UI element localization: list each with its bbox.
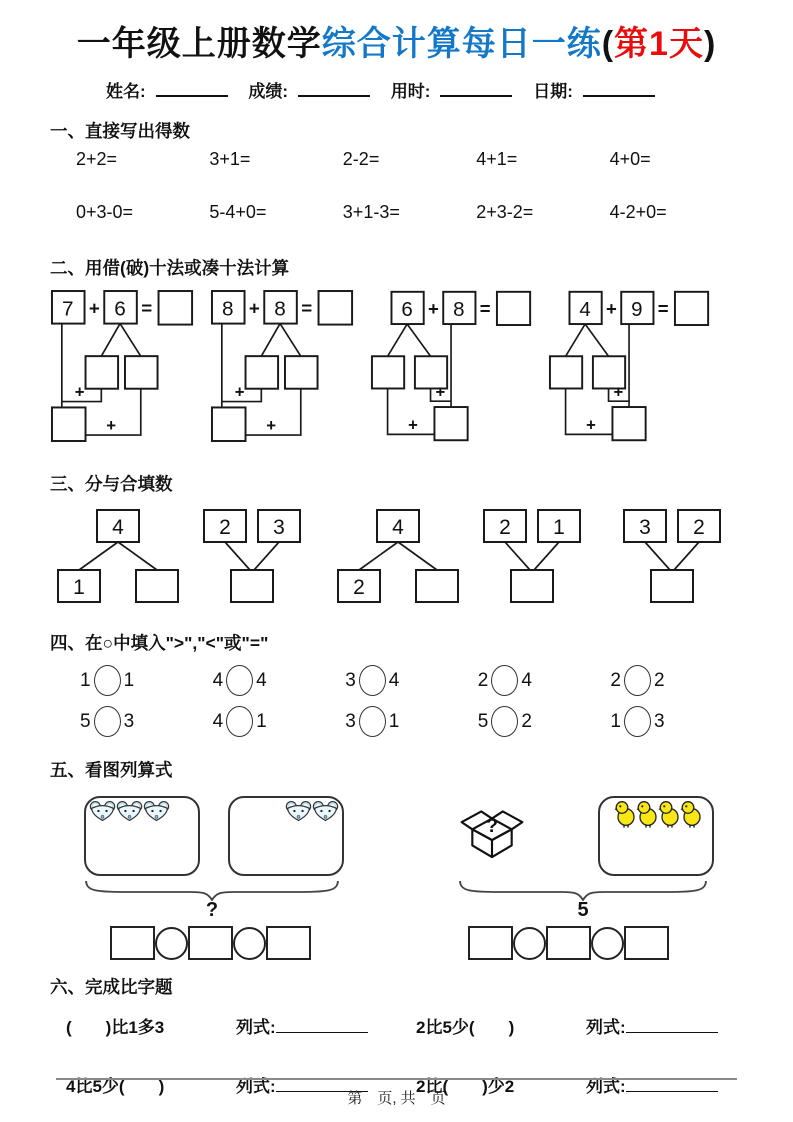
- equation-blank-line: [626, 1019, 718, 1033]
- right-number: 2: [653, 669, 665, 691]
- combine-diagram-2: [194, 508, 319, 608]
- section-4-row-1: [50, 665, 743, 696]
- expression: 2+3-2=: [476, 202, 534, 222]
- svg-text:2: 2: [499, 516, 511, 539]
- word-problem: 2比( )少2: [416, 1077, 515, 1096]
- svg-text:+: +: [88, 297, 100, 319]
- expression: 5-4+0=: [209, 202, 267, 222]
- compare-pair: [478, 665, 611, 696]
- section-direct-calculation: [50, 118, 743, 223]
- compare-pair: [213, 665, 346, 696]
- section-2-heading: 二、用借(破)十法或凑十法计算: [50, 258, 290, 278]
- answer-box: [110, 926, 155, 960]
- mouse-icon: [285, 800, 312, 822]
- svg-text:=: =: [141, 297, 153, 319]
- svg-text:8: 8: [274, 297, 286, 321]
- svg-text:+: +: [606, 298, 617, 320]
- brace-total-label: ?: [205, 899, 219, 921]
- left-number: 2: [610, 669, 621, 691]
- answer-box: [468, 926, 513, 960]
- expression: 4+1=: [476, 149, 518, 169]
- section-split-combine: [50, 471, 743, 608]
- result-box: [52, 407, 86, 441]
- svg-text:3: 3: [273, 516, 285, 539]
- compare-pair: [478, 706, 611, 737]
- page-number-text: 第 页, 共 页: [347, 1090, 446, 1107]
- section-4-row-2: [50, 706, 743, 737]
- word-problem: ( )比1多3: [66, 1018, 165, 1037]
- svg-text:4: 4: [112, 516, 124, 539]
- answer-box: [159, 291, 193, 325]
- svg-text:6: 6: [114, 297, 126, 321]
- result-box: [212, 407, 246, 441]
- comparison-circle: [94, 665, 121, 696]
- right-number: 3: [653, 710, 665, 732]
- svg-text:+: +: [435, 382, 446, 402]
- answer-box: [188, 926, 233, 960]
- comparison-circle: [491, 706, 518, 737]
- svg-text:1: 1: [553, 516, 565, 539]
- svg-text:=: =: [301, 297, 313, 319]
- page-title: [50, 16, 743, 65]
- date-label: 日期:: [533, 82, 573, 101]
- whole-box: [231, 570, 273, 602]
- brace-total-label: 5: [577, 899, 589, 921]
- title-topic-part: 综合计算每日一练: [321, 25, 602, 63]
- underbrace: [458, 879, 708, 901]
- footer-rule: [56, 1078, 737, 1080]
- svg-text:=: =: [657, 298, 669, 320]
- whole-box: [651, 570, 693, 602]
- expression: 4-2+0=: [609, 202, 667, 222]
- part-box: [416, 570, 458, 602]
- svg-text:+: +: [613, 382, 624, 402]
- expression: 3+1=: [209, 149, 251, 169]
- svg-text:8: 8: [453, 298, 465, 322]
- mice-group-box-1: [84, 796, 200, 876]
- chick-icon: [658, 800, 680, 828]
- section-compare-numbers: [50, 630, 743, 737]
- lieshi-label: 列式:: [236, 1018, 276, 1037]
- mice-group-box-2: [228, 796, 344, 876]
- time-used-label: 用时:: [390, 82, 431, 101]
- left-number: 4: [212, 710, 224, 732]
- right-number: 1: [123, 669, 135, 691]
- svg-text:+: +: [234, 382, 245, 402]
- mouse-icon: [116, 800, 143, 822]
- name-blank-line: [156, 83, 228, 97]
- answer-box: [624, 926, 669, 960]
- underbrace: [84, 879, 340, 901]
- svg-text:=: =: [479, 298, 491, 320]
- lieshi-label: 列式:: [236, 1077, 276, 1096]
- left-number: 5: [80, 710, 91, 732]
- compare-pair: [345, 706, 478, 737]
- answer-box: [266, 926, 311, 960]
- svg-text:4: 4: [579, 298, 591, 322]
- compare-pair: [610, 665, 743, 696]
- comparison-circle: [491, 665, 518, 696]
- left-number: 3: [345, 710, 356, 732]
- right-number: 4: [256, 669, 267, 691]
- info-bar: [106, 77, 743, 102]
- part-box: [136, 570, 178, 602]
- open-box-icon: [458, 800, 526, 864]
- name-label: 姓名:: [106, 82, 146, 101]
- chick-icon: [614, 800, 636, 828]
- svg-text:+: +: [586, 415, 596, 435]
- expression: 3+1-3=: [342, 202, 400, 222]
- combine-diagram-4: [474, 508, 599, 608]
- split-combine-diagrams: [50, 508, 743, 608]
- section-6-heading: 六、完成比字题: [50, 977, 173, 997]
- decomposition-diagram-4: [548, 289, 714, 445]
- svg-text:2: 2: [353, 576, 365, 599]
- split-box: [246, 356, 279, 389]
- left-number: 4: [212, 669, 224, 691]
- chick-icon: [636, 800, 658, 828]
- lieshi-label: 列式:: [586, 1077, 626, 1096]
- svg-text:7: 7: [61, 297, 74, 321]
- svg-text:2: 2: [219, 516, 231, 539]
- section-1-row-1: [50, 149, 743, 170]
- right-number: 4: [521, 669, 532, 691]
- right-number: 2: [521, 710, 532, 732]
- equation-blank-line: [276, 1019, 368, 1033]
- svg-text:8: 8: [221, 297, 234, 321]
- date-blank-line: [583, 83, 655, 97]
- svg-text:+: +: [106, 416, 117, 436]
- section-6-row-1: [50, 1013, 743, 1038]
- svg-text:2: 2: [693, 516, 705, 539]
- svg-text:+: +: [428, 298, 439, 320]
- split-box: [372, 356, 404, 388]
- split-box: [125, 356, 158, 389]
- section-1-heading: 一、直接写出得数: [50, 121, 190, 141]
- operator-circle: [155, 927, 188, 960]
- combine-diagram-5: [614, 508, 739, 608]
- compare-pair: [213, 706, 346, 737]
- equation-line: [236, 1013, 416, 1038]
- section-3-heading: 三、分与合填数: [50, 474, 173, 494]
- left-number: 5: [477, 710, 489, 732]
- decomposition-diagram-2: [210, 289, 358, 445]
- comparison-circle: [359, 665, 386, 696]
- whole-box: [511, 570, 553, 602]
- picture-problem-mice: [84, 796, 380, 960]
- equation-line: [586, 1013, 743, 1038]
- left-number: 2: [477, 669, 489, 691]
- operator-circle: [591, 927, 624, 960]
- compare-pair: [610, 706, 743, 737]
- svg-text:3: 3: [639, 516, 651, 539]
- comparison-circle: [359, 706, 386, 737]
- mouse-icon: [89, 800, 116, 822]
- left-number: 3: [345, 669, 356, 691]
- equation-template: [110, 926, 380, 960]
- score-label: 成绩:: [248, 82, 289, 101]
- result-box: [434, 407, 467, 440]
- right-number: 1: [256, 710, 267, 732]
- answer-box: [675, 292, 708, 325]
- svg-text:6: 6: [401, 298, 413, 322]
- result-box: [612, 407, 645, 440]
- comparison-circle: [226, 665, 253, 696]
- expression: 2+2=: [76, 149, 118, 169]
- svg-text:+: +: [248, 297, 260, 319]
- right-number: 4: [388, 669, 400, 691]
- right-number: 1: [388, 710, 400, 732]
- title-grade-part: 一年级上册数学: [76, 25, 322, 63]
- word-problem: 2比5少( ): [416, 1018, 515, 1037]
- split-box: [86, 356, 119, 389]
- comparison-circle: [226, 706, 253, 737]
- answer-box: [319, 291, 353, 325]
- page-footer: [0, 1078, 793, 1108]
- answer-box: [546, 926, 591, 960]
- lieshi-label: 列式:: [586, 1018, 626, 1037]
- expression: 2-2=: [342, 149, 380, 169]
- split-box: [550, 356, 582, 388]
- svg-text:+: +: [408, 415, 418, 435]
- operator-circle: [513, 927, 546, 960]
- word-problem: 4比5少( ): [66, 1077, 165, 1096]
- chick-icon: [680, 800, 702, 828]
- svg-text:+: +: [266, 416, 277, 436]
- section-make-ten-method: [50, 255, 743, 445]
- svg-text:9: 9: [631, 298, 643, 322]
- time-used-blank-line: [440, 83, 512, 97]
- svg-text:+: +: [74, 382, 85, 402]
- score-blank-line: [298, 83, 370, 97]
- mouse-icon: [143, 800, 170, 822]
- equation-template: [468, 926, 743, 960]
- svg-text:4: 4: [392, 516, 404, 539]
- split-diagram-1: [54, 508, 179, 608]
- expression: 4+0=: [609, 149, 651, 169]
- chicks-group-box: [598, 796, 714, 876]
- compare-pair: [80, 665, 213, 696]
- left-number: 1: [80, 669, 91, 691]
- decomposition-diagram-1: [50, 289, 198, 445]
- decomposition-diagrams: [50, 289, 743, 445]
- answer-box: [497, 292, 530, 325]
- operator-circle: [233, 927, 266, 960]
- split-box: [285, 356, 318, 389]
- left-number: 1: [610, 710, 621, 732]
- decomposition-diagram-3: [370, 289, 536, 445]
- comparison-circle: [624, 706, 651, 737]
- box-question-mark: ?: [486, 815, 499, 837]
- right-number: 3: [123, 710, 135, 732]
- section-5-heading: 五、看图列算式: [50, 760, 173, 780]
- section-picture-equations: [50, 757, 743, 960]
- svg-text:1: 1: [73, 576, 85, 599]
- comparison-circle: [94, 706, 121, 737]
- comparison-circle: [624, 665, 651, 696]
- mouse-icon: [312, 800, 339, 822]
- compare-pair: [80, 706, 213, 737]
- title-day-part: 第1天: [614, 25, 704, 63]
- section-1-row-2: [50, 202, 743, 223]
- title-paren-open: (: [601, 25, 615, 63]
- expression: 0+3-0=: [76, 202, 134, 222]
- section-4-heading: 四、在○中填入">","<"或"=": [50, 633, 269, 653]
- picture-problem-chicks: [458, 796, 743, 960]
- split-diagram-3: [334, 508, 459, 608]
- compare-pair: [345, 665, 478, 696]
- title-paren-close: ): [703, 25, 717, 63]
